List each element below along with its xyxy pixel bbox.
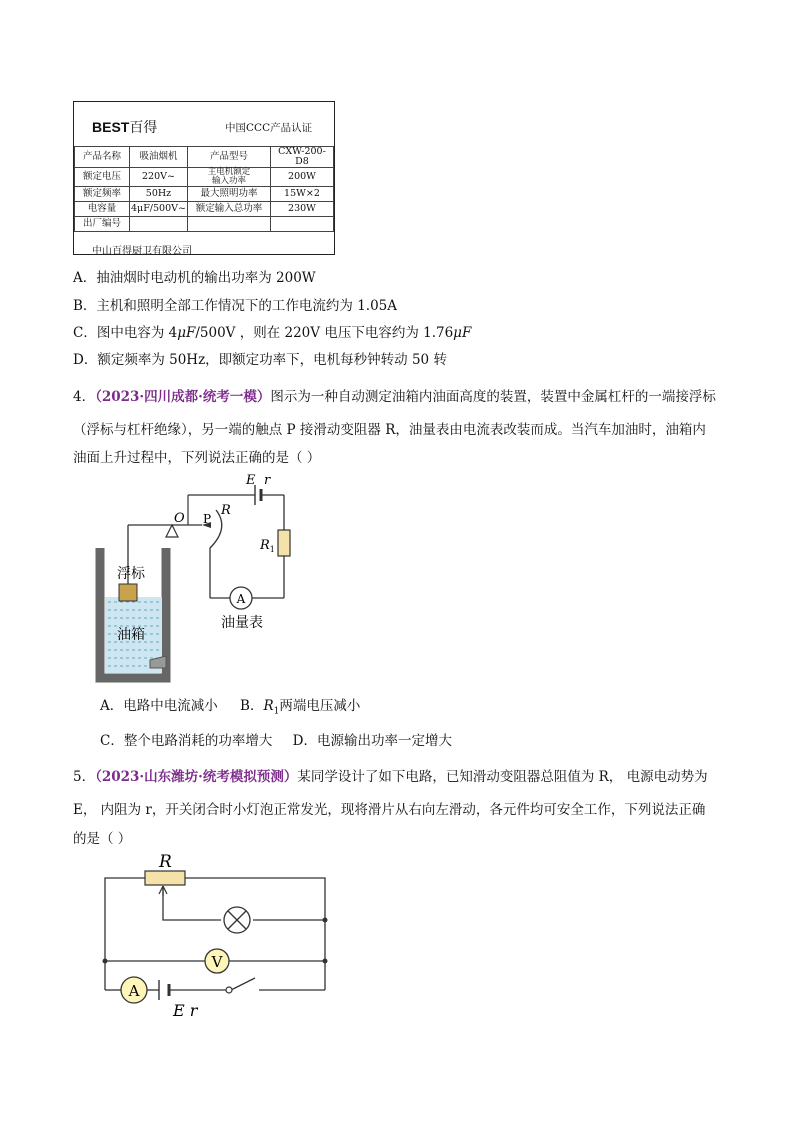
q5-stem-line2: E， 内阻为 r，开关闭合时小灯泡正常发光，现将滑片从右向左滑动，各元件均可安全工作，下列说法正确: [73, 802, 706, 818]
float: [119, 584, 137, 601]
rheostat-r: [145, 871, 185, 885]
svg-text:P: P: [203, 512, 212, 526]
certification-label: 中国CCC产品认证: [225, 122, 313, 134]
q5-stem-line1: 5．（2023·山东潍坊·统考模拟预测）某同学设计了如下电路，已知滑动变阻器总阻值为 R， 电源电动势为: [73, 769, 708, 785]
svg-text:油量表: 油量表: [221, 615, 263, 631]
svg-text:R: R: [159, 852, 172, 872]
q3-option-b: B．主机和照明全部工作情况下的工作电流约为 1.05A: [73, 298, 398, 314]
svg-text:E: E: [246, 473, 256, 488]
q4-stem-line1: 4．（2023·四川成都·统考一模）图示为一种自动测定油箱内油面高度的装置，装置中金属杠杆的一端接浮标: [73, 389, 716, 405]
svg-text:R: R: [221, 503, 231, 518]
svg-text:A: A: [236, 592, 246, 606]
svg-text:O: O: [174, 511, 185, 526]
q4-source: （2023·四川成都·统考一模）: [95, 389, 271, 405]
q3-option-d: D．额定频率为 50Hz，即额定功率下，电机每秒钟转动 50 转: [73, 352, 447, 368]
pivot: [166, 525, 178, 537]
svg-text:浮标: 浮标: [117, 566, 145, 582]
rheostat: [210, 510, 222, 598]
q3-option-a: A．抽油烟时电动机的输出功率为 200W: [73, 270, 316, 286]
svg-text:A: A: [128, 982, 140, 1000]
table-row: 出厂编号: [75, 217, 334, 232]
switch-icon: [226, 987, 232, 993]
table-row: 电容量 4μF/500V~ 额定输入总功率 230W: [75, 202, 334, 217]
svg-text:r: r: [264, 473, 271, 488]
svg-text:R1: $R_1$: [260, 538, 275, 554]
q5-stem-line3: 的是（ ）: [73, 831, 132, 847]
brand-logo: BEST百得: [92, 119, 158, 136]
q5-source: （2023·山东潍坊·统考模拟预测）: [95, 769, 298, 785]
q5-circuit-diagram: [95, 850, 335, 1025]
q4-stem-line3: 油面上升过程中，下列说法正确的是（ ）: [73, 450, 321, 466]
svg-text:E r: E r: [173, 1001, 198, 1020]
oil-gauge-diagram: [90, 470, 320, 690]
table-row: 额定频率 50Hz 最大照明功率 15W×2: [75, 187, 334, 202]
table-row: 产品名称 吸油烟机 产品型号 CXW-200-D8: [75, 147, 334, 168]
svg-text:油箱: 油箱: [117, 627, 145, 643]
q4-options-row1: A．电路中电流减小 B．$R_1$两端电压减小: [100, 698, 361, 717]
table-row: 额定电压 220V~ 主电机额定 输入功率 200W: [75, 168, 334, 187]
spec-table: [74, 146, 334, 232]
manufacturer: 中山百得厨卫有限公司: [92, 246, 192, 257]
q4-stem-line2: （浮标与杠杆绝缘），另一端的触点 P 接滑动变阻器 R，油量表由电流表改装而成。当汽车加油时，油箱内: [73, 422, 706, 438]
q4-options-row2: C．整个电路消耗的功率增大 D．电源输出功率一定增大: [100, 733, 452, 749]
resistor-r1: [278, 530, 290, 556]
nameplate-image: [73, 101, 335, 255]
svg-text:V: V: [211, 953, 223, 971]
q3-option-c: C．图中电容为 4μF/500V ，则在 220V 电压下电容约为 1.76μF: [73, 325, 472, 341]
